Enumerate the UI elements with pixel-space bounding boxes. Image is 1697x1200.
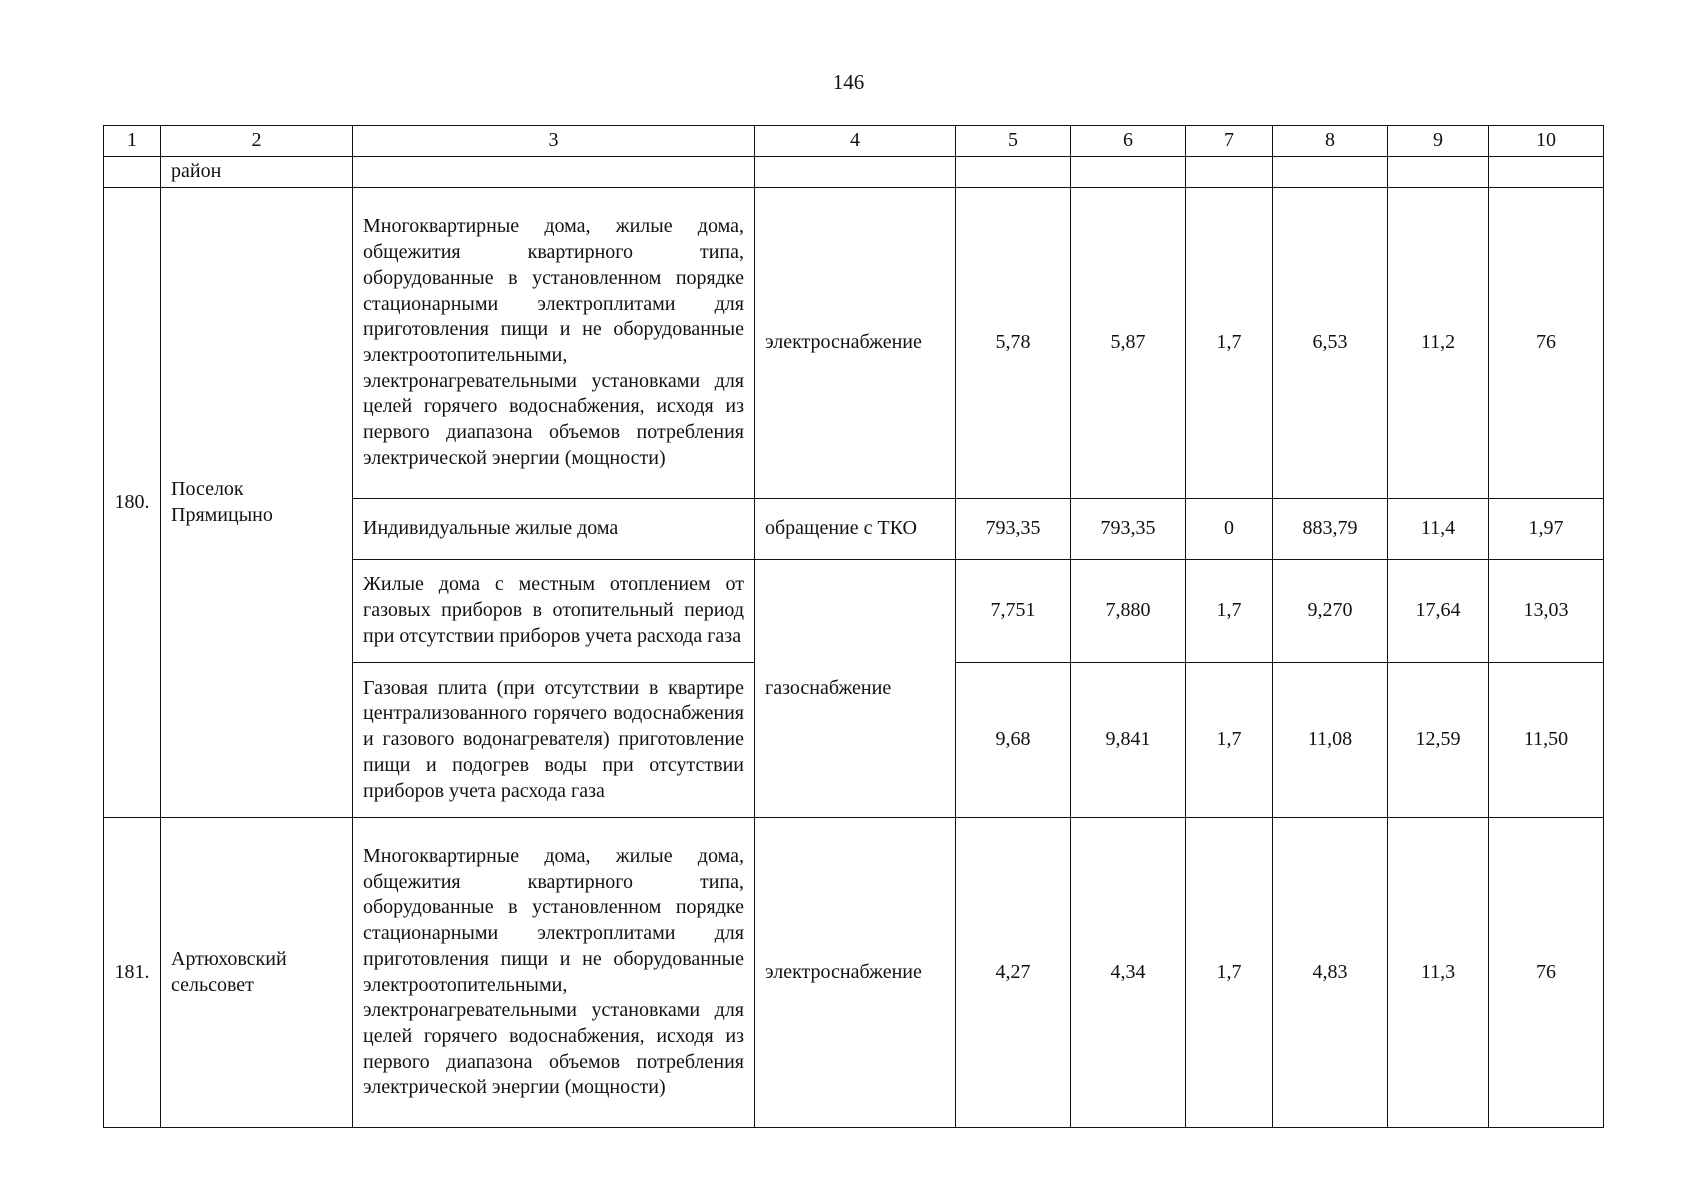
value-cell: 11,08: [1273, 663, 1388, 818]
value-cell: 1,97: [1489, 499, 1604, 560]
value-cell: 7,880: [1071, 560, 1186, 663]
continuation-row: [104, 157, 1604, 188]
value-cell: 883,79: [1273, 499, 1388, 560]
table-row-181-electric: [104, 818, 1604, 1128]
col-header: 7: [1186, 126, 1273, 157]
settlement-name: Поселок Прямицыно: [161, 188, 353, 818]
col-header: 9: [1388, 126, 1489, 157]
value-cell: 11,50: [1489, 663, 1604, 818]
value-cell: 13,03: [1489, 560, 1604, 663]
value-cell: 4,27: [956, 818, 1071, 1128]
value-cell: 17,64: [1388, 560, 1489, 663]
consumer-description: Газовая плита (при отсутствии в квартире централизованного горячего водоснабжения и газового водонагревателя) приготовление пищи и подогрев воды при отсутствии приборов учета расхода газа: [353, 663, 755, 818]
col-header: 2: [161, 126, 353, 157]
value-cell: 76: [1489, 188, 1604, 499]
value-cell: 9,841: [1071, 663, 1186, 818]
col-header: 6: [1071, 126, 1186, 157]
service-type: обращение с ТКО: [755, 499, 956, 560]
column-number-row: [104, 126, 1604, 157]
value-cell: 9,68: [956, 663, 1071, 818]
value-cell: 793,35: [956, 499, 1071, 560]
value-cell: 793,35: [1071, 499, 1186, 560]
table-row-180-electric: [104, 188, 1604, 499]
value-cell: 5,78: [956, 188, 1071, 499]
value-cell: 11,4: [1388, 499, 1489, 560]
col-header: 8: [1273, 126, 1388, 157]
value-cell: 4,34: [1071, 818, 1186, 1128]
value-cell: 11,3: [1388, 818, 1489, 1128]
row-number: 181.: [104, 818, 161, 1128]
service-type: электроснабжение: [755, 188, 956, 499]
value-cell: 11,2: [1388, 188, 1489, 499]
value-cell: 1,7: [1186, 663, 1273, 818]
col-header: 10: [1489, 126, 1604, 157]
col-header: 4: [755, 126, 956, 157]
value-cell: 1,7: [1186, 188, 1273, 499]
col-header: 1: [104, 126, 161, 157]
value-cell: 0: [1186, 499, 1273, 560]
settlement-name: Артюховский сельсовет: [161, 818, 353, 1128]
value-cell: 1,7: [1186, 818, 1273, 1128]
consumer-description: Индивидуальные жилые дома: [353, 499, 755, 560]
value-cell: 6,53: [1273, 188, 1388, 499]
col-header: 3: [353, 126, 755, 157]
consumer-description: Многоквартирные дома, жилые дома, общежития квартирного типа, оборудованные в установленном порядке стационарными электроплитами для приготовления пищи и не оборудованные электроотопительными, электронагревательными установками для целей горячего водоснабжения, исходя из первого диапазона объемов потребления электрической энергии (мощности): [353, 818, 755, 1128]
value-cell: 4,83: [1273, 818, 1388, 1128]
value-cell: 9,270: [1273, 560, 1388, 663]
value-cell: 12,59: [1388, 663, 1489, 818]
row-number: 180.: [104, 188, 161, 818]
page-number: 146: [832, 70, 865, 94]
value-cell: 7,751: [956, 560, 1071, 663]
value-cell: 1,7: [1186, 560, 1273, 663]
consumer-description: Жилые дома с местным отоплением от газовых приборов в отопительный период при отсутствии приборов учета расхода газа: [353, 560, 755, 663]
consumer-description: Многоквартирные дома, жилые дома, общежития квартирного типа, оборудованные в установленном порядке стационарными электроплитами для приготовления пищи и не оборудованные электроотопительными, электронагревательными установками для целей горячего водоснабжения, исходя из первого диапазона объемов потребления электрической энергии (мощности): [353, 188, 755, 499]
value-cell: 5,87: [1071, 188, 1186, 499]
district-continuation: район: [161, 157, 353, 188]
col-header: 5: [956, 126, 1071, 157]
service-type: электроснабжение: [755, 818, 956, 1128]
service-type: газоснабжение: [755, 560, 956, 818]
tariff-table: [103, 125, 1604, 1128]
value-cell: 76: [1489, 818, 1604, 1128]
